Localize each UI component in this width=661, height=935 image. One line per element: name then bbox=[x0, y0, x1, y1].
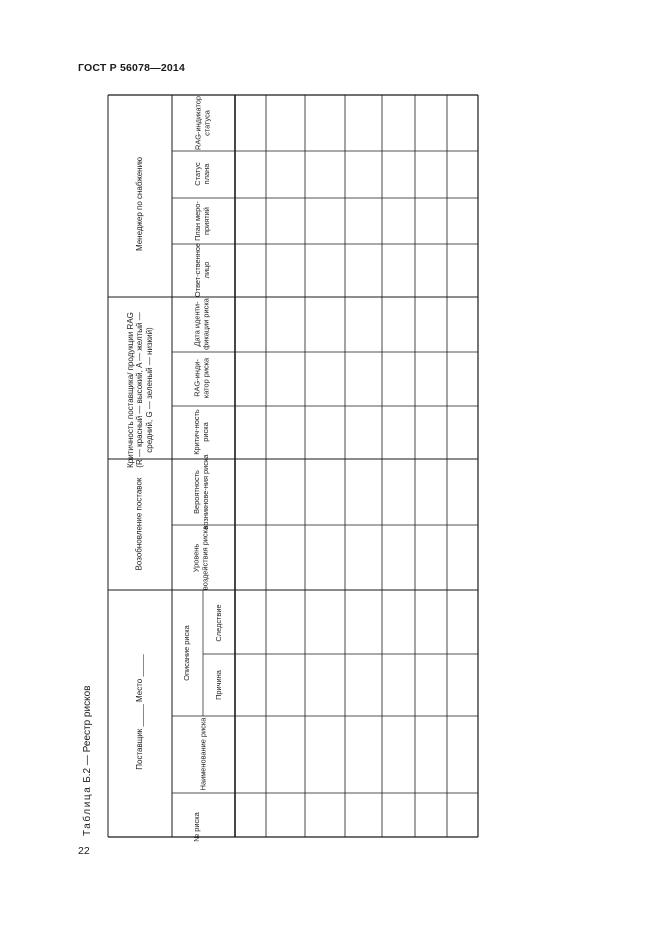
table-title-prefix: Таблица bbox=[82, 785, 93, 836]
col-rag-status: RAG-индикатор статуса bbox=[193, 96, 212, 150]
col-risk-no: № риска bbox=[191, 812, 201, 842]
col-responsible: Ответ-ственное лицо bbox=[193, 242, 211, 298]
table-title-text: Б.2 — Реестр рисков bbox=[82, 685, 93, 786]
col-impact-level: Уровень воздействия риска bbox=[191, 525, 210, 591]
col-plan-status: Статус плана bbox=[193, 162, 211, 186]
group-supplier: Поставщик _____ Место _____ bbox=[135, 654, 145, 770]
col-risk-name: Наименование риска bbox=[198, 717, 208, 791]
group-risk-description: Описание риска bbox=[181, 625, 191, 681]
group-supply-recovery: Возобновление поставок bbox=[134, 477, 144, 571]
col-probability: Вероятность возникнове-ния риска bbox=[192, 454, 210, 530]
group-supply-manager: Менеджер по снабжению bbox=[135, 156, 145, 252]
col-risk-criticality: Критич-ность риска bbox=[192, 409, 210, 455]
col-rag-indicator-risk: RAG-инди-катор риска bbox=[192, 357, 211, 399]
group-criticality: Критичность поставщика/ продукции RAG (R — красный — высокий, A — желтый — средний, G — зеленый — низкий) bbox=[125, 312, 154, 468]
col-consequence: Следствие bbox=[213, 604, 223, 642]
col-identification-date: Дата иденти-фикации риска bbox=[192, 298, 211, 350]
col-action-plan: План меро-приятий bbox=[193, 201, 211, 241]
running-head: ГОСТ Р 56078—2014 bbox=[78, 62, 186, 74]
col-cause: Причина bbox=[213, 670, 223, 700]
page-number: 22 bbox=[78, 845, 90, 857]
